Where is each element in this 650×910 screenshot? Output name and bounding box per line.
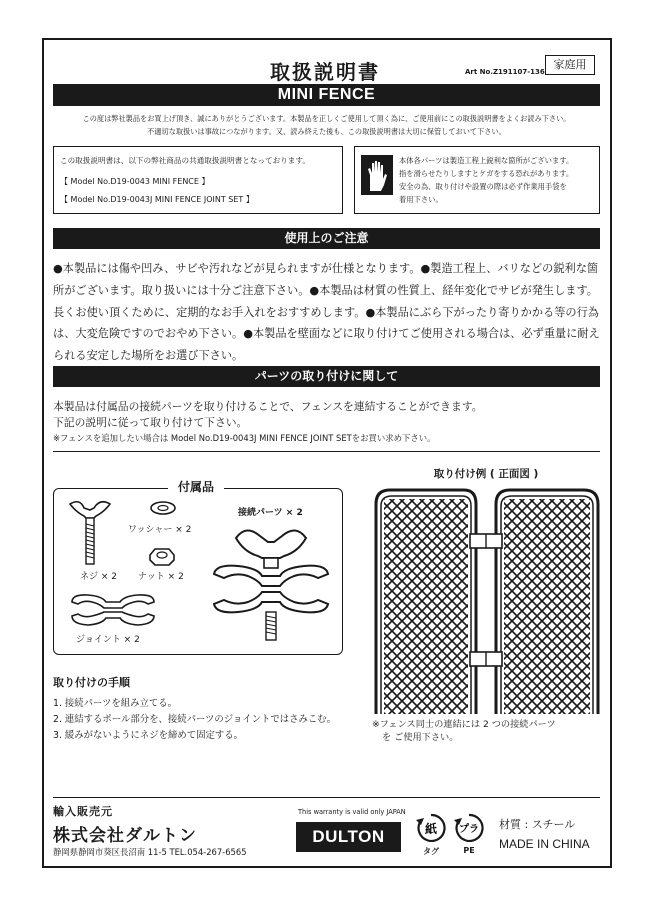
attachment-heading: パーツの取り付けに関して (53, 366, 600, 387)
art-number: Art No.Z191107-136 (465, 68, 545, 76)
glove-warning-line: 着用下さい。 (399, 195, 443, 204)
glove-warning-line: 本体各パーツは製造工程上鋭利な箇所がございます。 (399, 156, 574, 165)
section-divider (53, 451, 600, 452)
plastic-recycle-icon (452, 812, 486, 842)
attachment-note: ※フェンスを追加したい場合は Model No.D19-0043J MINI FENCE JOINT SETをお買い求め下さい。 (53, 433, 436, 443)
paper-recycle-icon (414, 812, 448, 842)
caution-heading: 使用上のご注意 (53, 228, 600, 249)
glove-icon (361, 155, 393, 195)
parts-title: 付属品 (168, 478, 224, 495)
household-badge: 家庭用 (545, 55, 595, 75)
model-line-1: 【 Model No.D19-0043 MINI FENCE 】 (60, 177, 210, 186)
plastic-recycle-glyph: プラ (459, 824, 479, 835)
paper-recycle-mark (414, 812, 448, 857)
product-name-bar: MINI FENCE (53, 84, 600, 106)
common-manual-box (53, 146, 343, 214)
page-title: 取扱説明書 (270, 60, 380, 84)
origin-text: MADE IN CHINA (499, 837, 590, 851)
paper-recycle-label: タグ (423, 847, 439, 856)
glove-warning-line: 安全の為、取り付けや設置の際は必ず作業用手袋を (399, 182, 567, 191)
nut-icon (146, 546, 178, 568)
screw-icon (60, 496, 150, 576)
procedure-step-2: 2. 連結するポール部分を、接続パーツのジョイントではさみこむ。 (53, 714, 337, 725)
caution-line: られる安定した場所をお選び下さい。 (53, 349, 244, 363)
dulton-logo: DULTON (296, 822, 401, 852)
common-manual-text: この取扱説明書は、以下の弊社商品の共通取扱説明書となっております。 (60, 156, 310, 165)
attachment-line-2: 下記の説明に従って取り付けて下さい。 (53, 416, 248, 429)
nut-label: ナット × 2 (138, 572, 184, 582)
connector-label: 接続パーツ × 2 (238, 508, 303, 518)
company-name: 株式会社ダルトン (53, 826, 197, 846)
procedure-title: 取り付けの手順 (53, 676, 130, 689)
connector-icon (206, 518, 336, 648)
procedure-step-3: 3. 緩みがないようにネジを締めて固定する。 (53, 730, 244, 741)
fence-example-diagram (372, 486, 600, 714)
plastic-recycle-label: PE (463, 846, 475, 855)
glove-warning-text (399, 154, 599, 206)
caution-line: は、大変危険ですのでおやめ下さい。●本製品を壁面などに取り付けてご使用される場合は、必ず重量に耐え (53, 327, 600, 341)
washer-label: ワッシャー × 2 (128, 525, 192, 535)
example-note-line-2: を ご使用下さい。 (382, 732, 459, 743)
model-line-2: 【 Model No.D19-0043J MINI FENCE JOINT SET 】 (60, 195, 254, 204)
caution-line: 長くお使い頂くために、定期的なお手入れをおすすめします。●本製品にぶら下がったり寄りかかる等の行為 (53, 305, 599, 319)
attachment-line-1: 本製品は付属品の接続パーツを取り付けることで、フェンスを連結することができます。 (53, 400, 483, 413)
plastic-recycle-mark (452, 812, 486, 855)
glove-warning-box (354, 146, 600, 214)
intro-line-1: この度は弊社製品をお買上げ頂き、誠にありがとうございます。本製品を正しくご使用して頂く為に、ご使用前にこの取扱説明書をよくお読み下さい。 (82, 114, 571, 123)
caution-body (53, 258, 600, 367)
washer-icon (148, 500, 178, 516)
material-text: 材質 : スチール (499, 818, 576, 831)
footer-divider (53, 797, 600, 798)
paper-recycle-glyph: 紙 (424, 822, 438, 836)
intro-line-2: 不適切な取扱いは事故につながります。又、読み終えた後も、この取扱説明書は大切に保管しておいて下さい。 (147, 127, 506, 136)
joint-label: ジョイント × 2 (76, 635, 140, 645)
company-address: 静岡県静岡市葵区長沼南 11-5 TEL.054-267-6565 (53, 847, 247, 857)
caution-line: ●本製品には傷や凹み、サビや汚れなどが見られますが仕様となります。●製造工程上、バリなどの鋭利な箇 (53, 262, 599, 275)
example-title: 取り付け例 ( 正面図 ) (433, 468, 539, 480)
caution-line: 所がございます。取り扱いには十分ご注意下さい。●本製品は材質の性質上、経年変化でサビが発生します。 (53, 283, 598, 297)
warranty-note: This warranty is valid only JAPAN (298, 808, 406, 816)
example-note-line-1: ※フェンス同士の連結には 2 つの接続パーツ (372, 719, 556, 730)
glove-warning-line: 指を滑らせたりしますとケガをする恐れがあります。 (399, 169, 574, 178)
procedure-step-1: 1. 接続パーツを組み立てる。 (53, 698, 178, 709)
joint-icon (68, 592, 158, 628)
screw-label: ネジ × 2 (80, 572, 117, 582)
importer-label: 輸入販売元 (53, 805, 113, 818)
